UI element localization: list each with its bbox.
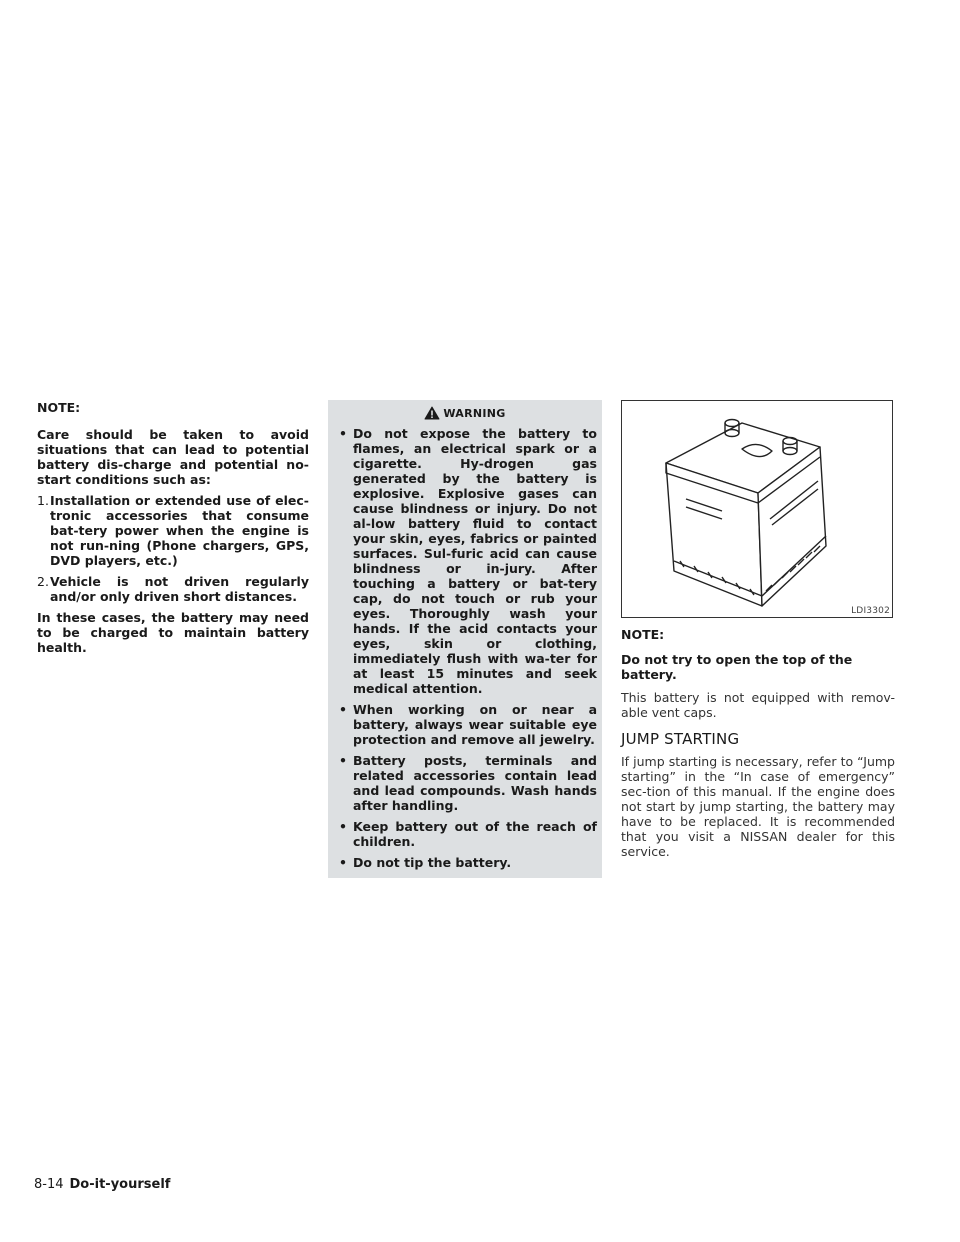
warning-item: • When working on or near a battery, always wear suitable eye protection and remove all jewelry.: [339, 702, 597, 747]
section-title: JUMP STARTING: [621, 730, 740, 748]
note-text: This battery is not equipped with remov-able vent caps.: [621, 690, 895, 720]
battery-figure: [621, 400, 893, 618]
note-bold-text: Do not try to open the top of the battery.: [621, 652, 853, 682]
list-item: [37, 493, 309, 568]
warning-triangle-icon: [424, 406, 440, 420]
list-number: 1.: [37, 493, 49, 508]
figure-code: LDI3302: [851, 606, 890, 616]
note-heading: NOTE:: [37, 400, 81, 415]
warning-box: [328, 400, 602, 878]
section-text: If jump starting is necessary, refer to “Jump starting” in the “In case of emergency” sec-tion of this manual. If the engine does not start by jump starting, the battery may have to be replaced. It is recommended that you visit a NISSAN dealer for this service.: [621, 754, 895, 859]
warning-item: • Do not expose the battery to flames, an electrical spark or a cigarette. Hy-drogen gas generated by the battery is explosive. Explosive gases can cause blindness or injury. Do not al-low battery fluid to contact your skin, eyes, fabrics or painted surfaces. Sul-furic acid can cause blindness or in-jury. After touching a battery or bat-tery cap, do not touch or rub your eyes. Thoroughly wash your hands. If the acid contacts your eyes, skin or clothing, immediately flush with wa-ter for at least 15 minutes and seek medical attention.: [339, 426, 597, 696]
page-footer: [34, 1177, 170, 1192]
list-item-text: Vehicle is not driven regularly and/or only driven short distances.: [50, 574, 309, 604]
warning-header: [333, 406, 597, 420]
condition-list: [37, 493, 309, 604]
note-closing: In these cases, the battery may need to be charged to maintain battery health.: [37, 610, 309, 655]
list-item-text: Installation or extended use of elec-tronic accessories that consume bat-tery power when the engine is not run-ning (Phone chargers, GPS, DVD players, etc.): [50, 493, 309, 568]
page-number: 8-14: [34, 1177, 64, 1192]
warning-item: • Battery posts, terminals and related accessories contain lead and lead compounds. Wash hands after handling.: [339, 753, 597, 813]
warning-item-text: Do not tip the battery.: [353, 855, 512, 870]
right-column: [621, 400, 895, 869]
warning-item: • Keep battery out of the reach of children.: [339, 819, 597, 849]
battery-illustration: [622, 401, 894, 619]
warning-item-text: Keep battery out of the reach of children.: [353, 819, 597, 849]
list-item: [37, 574, 309, 604]
warning-item-text: When working on or near a battery, always wear suitable eye protection and remove all jewelry.: [353, 702, 597, 747]
left-column: [37, 400, 309, 661]
warning-list: [333, 426, 597, 870]
warning-item-text: Do not expose the battery to flames, an electrical spark or a cigarette. Hy-drogen gas generated by the battery is explosive. Explosive gases can cause blindness or injury. Do not al-low battery fluid to contact your skin, eyes, fabrics or painted surfaces. Sul-furic acid can cause blindness or in-jury. After touching a battery or bat-tery cap, do not touch or rub your eyes. Thoroughly wash your hands. If the acid contacts your eyes, skin or clothing, immediately flush with wa-ter for at least 15 minutes and seek medical attention.: [353, 426, 597, 696]
warning-item-text: Battery posts, terminals and related accessories contain lead and lead compounds. Wash hands after handling.: [353, 753, 597, 813]
list-number: 2.: [37, 574, 49, 589]
footer-section: Do-it-yourself: [69, 1177, 171, 1192]
warning-item: • Do not tip the battery.: [339, 855, 512, 870]
note-intro: Care should be taken to avoid situations that can lead to potential battery dis-charge and potential no-start conditions such as:: [37, 427, 309, 487]
note-heading: NOTE:: [621, 627, 665, 642]
warning-title: WARNING: [443, 406, 506, 420]
warning-column: [328, 400, 602, 878]
